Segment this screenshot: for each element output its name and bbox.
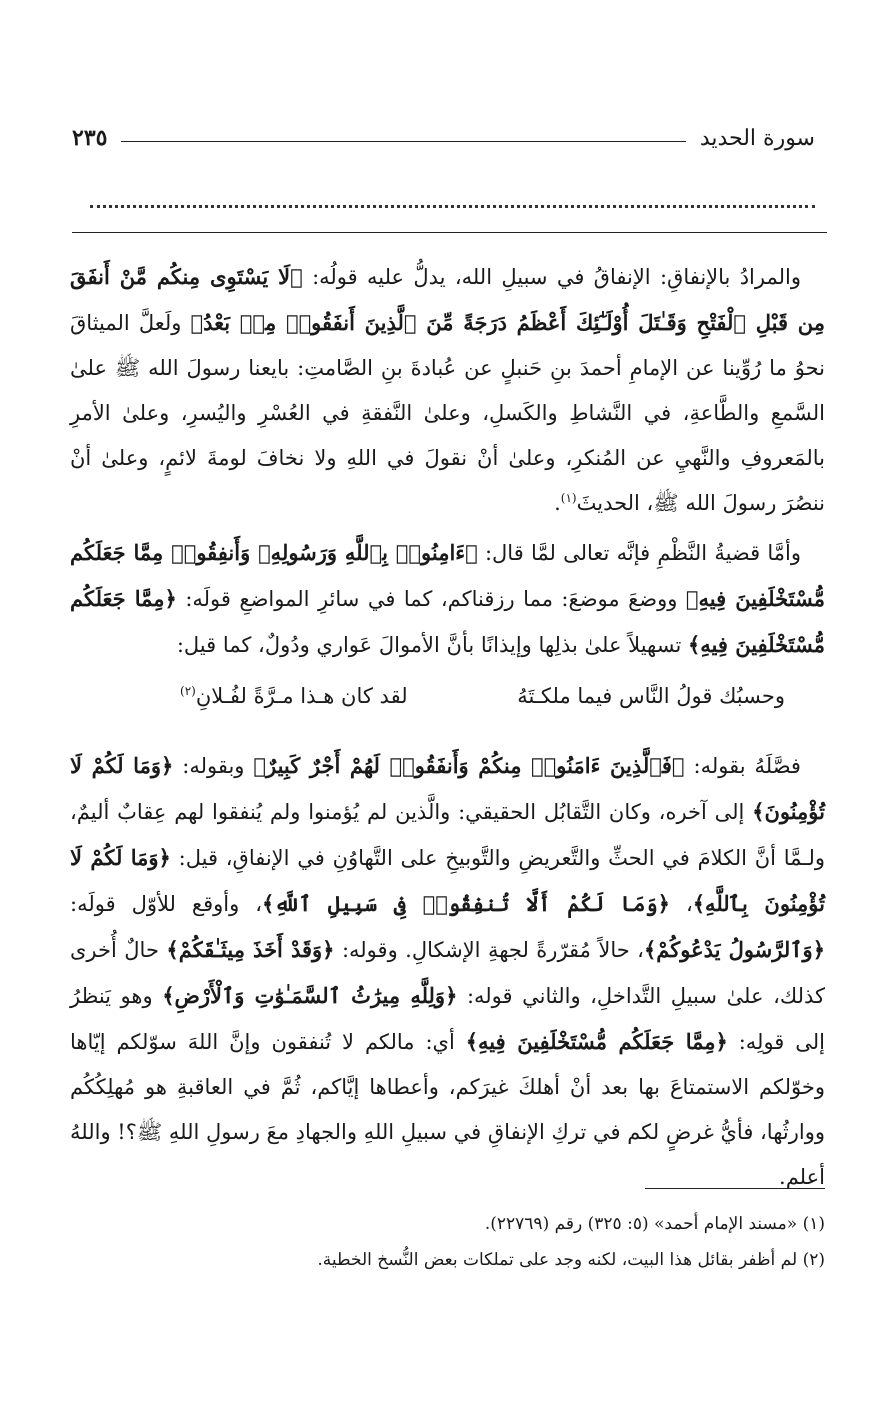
text-run: ، وأوقع للأوّل قولَه: <box>70 892 263 916</box>
text-run: إلى آخره، وكان التَّقابُل الحقيقي: والَّذين لم يُؤمنوا ولم يُنفقوا لهم عِقابٌ أليمٌ، ولـمَّا أنَّ الكلامَ في الحثِّ والتَّعريضِ والتَّوبيخِ على التَّهاوُنِ في الإنفاقِ، قيل: <box>70 800 826 870</box>
footnote-ref-1[interactable]: (١) <box>560 491 577 505</box>
paragraph-1 <box>70 254 825 526</box>
dotted-separator <box>90 205 815 208</box>
text-run: فصَّلَهُ بقوله: <box>684 754 801 778</box>
text-run: حالٌ أُخرى كذلك، علىٰ سبيلِ التَّداخلِ، والثاني قوله: <box>70 938 825 1008</box>
text-run: ، <box>669 892 693 916</box>
text-run: . <box>554 491 561 515</box>
paragraph-spacer <box>70 729 825 743</box>
poetry-verse <box>70 668 825 729</box>
quran-quote: ﴿فَٱلَّذِينَ ءَامَنُوا۟ مِنكُمْ وَأَنفَقُوا۟ لَهُمْ أَجْرٌ كَبِيرٌ﴾ <box>253 753 685 778</box>
quran-quote: ﴿مِمَّا جَعَلَكُم مُّسْتَخْلَفِينَ فِيهِ﴾ <box>70 586 825 657</box>
text-run: وأمَّا قضيةُ النَّظْمِ فإنَّه تعالى لمَّا قال: <box>477 541 801 565</box>
text-run: ، حالاً مُقرّرةً لجهةِ الإشكالِ. وقوله: <box>334 938 644 962</box>
page-number: ٢٣٥ <box>72 125 108 151</box>
quran-quote: ﴿ءَامِنُوا۟ بِٱللَّهِ وَرَسُولِهِۦ وَأَنفِقُوا۟ مِمَّا جَعَلَكُم مُّسْتَخْلَفِينَ فِيهِ﴾ <box>70 540 825 611</box>
verse-first-hemistich: وحسبُك قولُ النَّاس فيما ملكـتَهُ <box>517 684 785 708</box>
quran-quote: ﴿وَمَا لَكُمْ لَا تُؤْمِنُونَ بِٱللَّهِ﴾ <box>70 845 825 916</box>
text-run: أي: مالكم لا تُنفقون وإنَّ اللهَ سوّلكم إيّاها وخوّلكم الاستمتاعَ بها بعد أنْ أهلكَ غيرَكم، وأعطاها إيَّاكم، ثُمَّ في العاقبةِ هو مُهلِكُكُم ووارثُها، فأيُّ غرضٍ لكم في تركِ الإنفاقِ في سبيلِ اللهِ والجهادِ معَ رسولِ اللهِ ﷺ؟! واللهُ أعلم. <box>70 1030 825 1189</box>
text-run: وبقوله: <box>173 754 254 778</box>
main-text <box>70 254 825 1200</box>
verse-second-hemistich-text: لقد كان هـذا مـرَّةً لفُـلانِ <box>195 684 408 708</box>
footnotes <box>70 1206 825 1278</box>
header-rule <box>121 141 685 142</box>
text-run: والمرادُ بالإنفاقِ: الإنفاقُ في سبيلِ الله، يدلُّ عليه قولُه: <box>302 265 801 289</box>
top-rule <box>72 232 827 233</box>
paragraph-3 <box>70 743 825 1200</box>
quran-quote: ﴿وَلِلَّهِ مِيرَٰثُ ٱلسَّمَـٰوَٰتِ وَٱلْأَرْضِ﴾ <box>162 983 458 1008</box>
quran-quote: ﴿وَمَا لَكُمْ لَا تُؤْمِنُونَ﴾ <box>70 753 825 824</box>
running-header <box>72 118 815 158</box>
quran-quote: ﴿لَا يَسْتَوِى مِنكُم مَّنْ أَنفَقَ مِن قَبْلِ ٱلْفَتْحِ وَقَـٰتَلَ أُوْلَـٰٓئِكَ أَعْظَمُ دَرَجَةً مِّنَ ٱلَّذِينَ أَنفَقُوا۟ مِنۢ بَعْدُ﴾ <box>70 264 825 335</box>
quran-quote: ﴿وَمَا لَكُمْ أَلَّا تُنفِقُوا۟ فِى سَبِيلِ ٱللَّهِ﴾ <box>262 891 670 916</box>
quran-quote: ﴿وَٱلرَّسُولُ يَدْعُوكُمْ﴾ <box>643 937 826 962</box>
quran-quote: ﴿مِمَّا جَعَلَكُم مُّسْتَخْلَفِينَ فِيهِ﴾ <box>465 1029 728 1054</box>
quran-quote: ﴿وَقَدْ أَخَذَ مِيثَـٰقَكُمْ﴾ <box>166 937 335 962</box>
text-run: ولَعلَّ الميثاقَ نحوُ ما رُوِّينا عن الإمامِ أحمدَ بنِ حَنبلٍ عن عُبادةَ بنِ الصَّامتِ: بايعنا رسولَ الله ﷺ علىٰ السَّمعِ والطَّاعةِ، في النَّشاطِ والكَسلِ، وعلىٰ النَّفقةِ في العُسْرِ واليُسرِ، وعلىٰ الأمرِ بالمَعروفِ والنَّهيِ عن المُنكرِ، وعلىٰ أنْ نقولَ في اللهِ ولا نخافَ لومةَ لائمٍ، وعلىٰ أنْ ننصُرَ رسولَ الله ﷺ، الحديثَ <box>70 311 825 515</box>
footnote-ref-2[interactable]: (٢) <box>180 684 196 698</box>
surah-name: سورة الحديد <box>699 125 815 151</box>
footnote-1: (١) «مسند الإمام أحمد» (٥: ٣٢٥) رقم (٢٢٧٦٩). <box>484 1214 825 1234</box>
text-run: ووضعَ موضعَ: مما رزقناكم، كما في سائرِ المواضعِ قولَه: <box>176 587 686 611</box>
footnote-2: (٢) لم أظفر بقائل هذا البيت، لكنه وجد على تملكات بعض النُّسخ الخطية. <box>317 1250 825 1270</box>
text-run: وهو يَنظرُ إلى قولِه: <box>70 984 825 1054</box>
paragraph-2 <box>70 530 825 668</box>
text-run: تسهيلاً علىٰ بذلِها وإيذانًا بأنَّ الأموالَ عَواري ودُولٌ، كما قيل: <box>176 633 688 657</box>
footnote-rule <box>645 1188 825 1189</box>
verse-second-hemistich <box>180 674 408 719</box>
